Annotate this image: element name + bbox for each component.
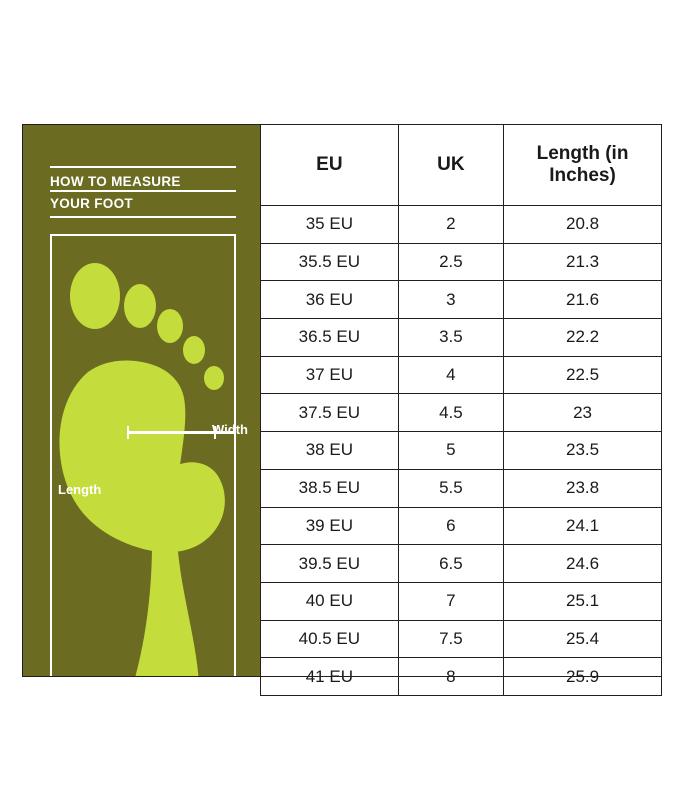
width-label: Width	[212, 422, 248, 437]
cell-eu: 35.5 EU	[261, 243, 399, 281]
cell-uk: 6	[398, 507, 503, 545]
cell-eu: 37.5 EU	[261, 394, 399, 432]
table-row	[261, 582, 662, 620]
cell-uk: 5	[398, 432, 503, 470]
table-row	[261, 432, 662, 470]
cell-eu: 39.5 EU	[261, 545, 399, 583]
cell-uk: 2	[398, 206, 503, 244]
cell-eu: 41 EU	[261, 658, 399, 696]
width-tick-left	[127, 426, 129, 439]
cell-eu: 35 EU	[261, 206, 399, 244]
table-row	[261, 507, 662, 545]
cell-length: 25.9	[504, 658, 662, 696]
cell-uk: 4	[398, 356, 503, 394]
cell-uk: 7.5	[398, 620, 503, 658]
table-row	[261, 281, 662, 319]
cell-length: 21.6	[504, 281, 662, 319]
cell-length: 24.6	[504, 545, 662, 583]
divider-rule-top	[50, 166, 236, 168]
cell-length: 25.4	[504, 620, 662, 658]
foot-illustration-icon	[52, 244, 234, 677]
cell-eu: 40.5 EU	[261, 620, 399, 658]
column-header-eu: EU	[261, 125, 399, 206]
table-row	[261, 206, 662, 244]
cell-length: 20.8	[504, 206, 662, 244]
cell-eu: 40 EU	[261, 582, 399, 620]
column-header-length: Length (in Inches)	[504, 125, 662, 206]
cell-eu: 39 EU	[261, 507, 399, 545]
divider-rule-baseline	[50, 234, 236, 236]
cell-uk: 6.5	[398, 545, 503, 583]
cell-length: 21.3	[504, 243, 662, 281]
cell-eu: 36.5 EU	[261, 319, 399, 357]
size-conversion-table	[260, 124, 662, 696]
table-row	[261, 469, 662, 507]
cell-length: 24.1	[504, 507, 662, 545]
how-to-measure-title-line1: HOW TO MEASURE	[50, 174, 181, 189]
how-to-measure-title-line2: YOUR FOOT	[50, 196, 133, 211]
cell-uk: 3	[398, 281, 503, 319]
column-header-uk: UK	[398, 125, 503, 206]
cell-length: 22.5	[504, 356, 662, 394]
table-row	[261, 545, 662, 583]
cell-uk: 7	[398, 582, 503, 620]
divider-rule-under-title	[50, 216, 236, 218]
cell-eu: 38.5 EU	[261, 469, 399, 507]
table-row	[261, 620, 662, 658]
table-row	[261, 243, 662, 281]
cell-length: 23	[504, 394, 662, 432]
cell-uk: 3.5	[398, 319, 503, 357]
how-to-measure-panel	[22, 124, 260, 677]
cell-length: 23.5	[504, 432, 662, 470]
divider-rule-middle	[50, 190, 236, 192]
cell-eu: 38 EU	[261, 432, 399, 470]
table-row	[261, 658, 662, 696]
cell-length: 23.8	[504, 469, 662, 507]
table-row	[261, 319, 662, 357]
length-label: Length	[58, 482, 102, 497]
cell-uk: 4.5	[398, 394, 503, 432]
cell-eu: 37 EU	[261, 356, 399, 394]
cell-eu: 36 EU	[261, 281, 399, 319]
table-row	[261, 394, 662, 432]
cell-uk: 8	[398, 658, 503, 696]
table-header-row	[261, 125, 662, 206]
measure-guide-right	[234, 234, 236, 677]
cell-length: 25.1	[504, 582, 662, 620]
cell-uk: 5.5	[398, 469, 503, 507]
cell-uk: 2.5	[398, 243, 503, 281]
cell-length: 22.2	[504, 319, 662, 357]
size-chart	[22, 124, 662, 686]
table-row	[261, 356, 662, 394]
